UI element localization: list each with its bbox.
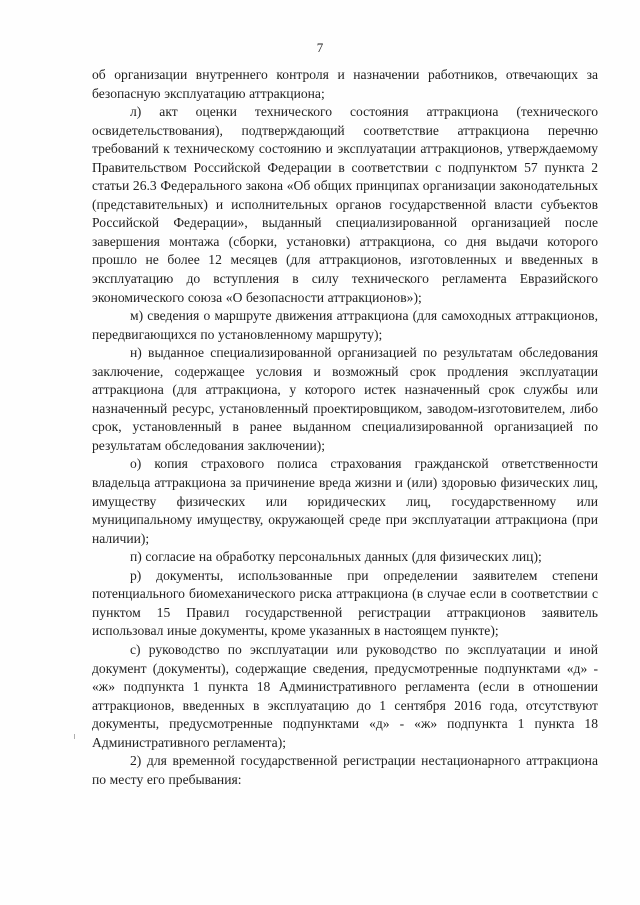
- paragraph-item-p: п) согласие на обработку персональных данных (для физических лиц);: [130, 549, 542, 565]
- paragraph-item-s: с) руководство по эксплуатации или руководство по эксплуатации и иной документ (документы), содержащие сведения, предусмотренные подпунктами «д» - «ж» подпункта 1 пункта 18 Административного регламента (если в отношении аттракционов, введенных в эксплуатацию до 1 сентября 2016 года, отсутствуют документы, предусмотренные подпунктами «д» - «ж» подпункта 1 пункта 18 Административного регламента);: [92, 641, 598, 750]
- paragraph-item-o: о) копия страхового полиса страхования гражданской ответственности владельца аттракциона за причинение вреда жизни и (или) здоровью физических лиц, имуществу физических или юридических лиц, государственному или муниципальному имуществу, окружающей среде при эксплуатации аттракциона (при наличии);: [92, 456, 598, 546]
- paragraph-item-n: н) выданное специализированной организацией по результатам обследования заключение, содержащее условия и возможный срок продления эксплуатации аттракциона (для аттракциона, у которого истек назначенный срок службы или назначенный ресурс, установленный проектировщиком, заводом-изготовителем, либо срок, установленный в ранее выданном специализированной организацией по результатам обследования заключении);: [92, 345, 598, 453]
- page-number: 7: [316, 40, 324, 55]
- paragraph-item-r: р) документы, использованные при определении заявителем степени потенциального биомеханического риска аттракциона (в случае если в соответствии с пунктом 15 Правил государственной регистрации аттракционов заявитель использовал иные документы, кроме указанных в настоящем пункте);: [92, 567, 598, 639]
- document-body: [92, 66, 598, 789]
- paragraph-continuation: об организации внутреннего контроля и назначении работников, отвечающих за безопасную эксплуатацию аттракциона;: [92, 67, 598, 101]
- paragraph-item-m: м) сведения о маршруте движения аттракциона (для самоходных аттракционов, передвигающихся по установленному маршруту);: [92, 308, 598, 342]
- paragraph-item-2: 2) для временной государственной регистрации нестационарного аттракциона по месту его пребывания:: [92, 753, 598, 787]
- paragraph-item-l: л) акт оценки технического состояния аттракциона (технического освидетельствования), подтверждающий соответствие аттракциона перечню требований к техническому состоянию и эксплуатации аттракционов, утверждаемому Правительством Российской Федерации в соответствии с подпунктом 57 пункта 2 статьи 26.3 Федерального закона «Об общих принципах организации законодательных (представительных) и исполнительных органов государственной власти субъектов Российской Федерации», выданный специализированной организацией после завершения монтажа (сборки, установки) аттракциона, со дня выдачи которого прошло не более 12 месяцев (для аттракционов, изготовленных и введенных в эксплуатацию до вступления в силу технического регламента Евразийского экономического союза «О безопасности аттракционов»);: [92, 104, 598, 305]
- scan-margin-mark: [74, 734, 79, 739]
